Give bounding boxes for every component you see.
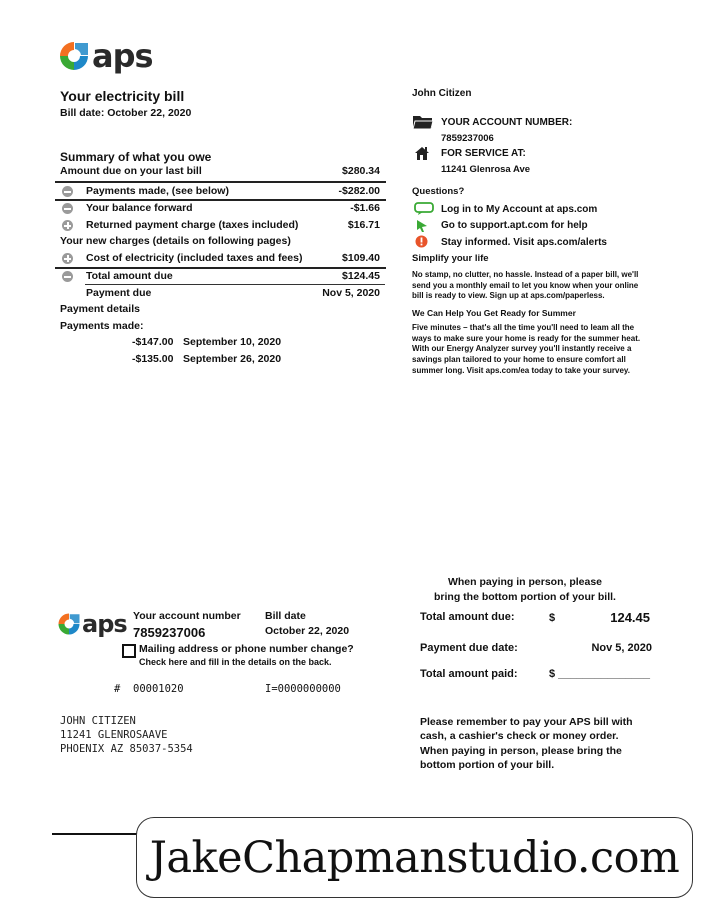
payment-details-heading: Payment details bbox=[60, 303, 140, 315]
mailing-change-instructions: Check here and fill in the details on the back. bbox=[139, 657, 332, 667]
mailing-name: JOHN CITIZEN bbox=[60, 715, 136, 727]
mailing-street: 11241 GLENROSAAVE bbox=[60, 729, 168, 741]
account-number-label: YOUR ACCOUNT NUMBER: bbox=[441, 117, 573, 128]
stub-paid-label: Total amount paid: bbox=[420, 668, 518, 680]
summary-amount: $16.71 bbox=[347, 219, 380, 231]
minus-circle-icon bbox=[62, 203, 73, 214]
mailing-address bbox=[60, 714, 193, 756]
reminder-line: Please remember to pay your APS bill with bbox=[420, 716, 633, 728]
stub-account-label: Your account number bbox=[133, 610, 241, 622]
stub-currency: $ bbox=[549, 612, 556, 624]
payment-date: September 26, 2020 bbox=[183, 353, 282, 365]
summer-line: Five minutes – that's all the time you'll need to leam all the bbox=[412, 323, 635, 332]
watermark-text: JakeChapmanstudio.com bbox=[149, 832, 680, 883]
stub-bill-date: October 22, 2020 bbox=[265, 625, 350, 637]
summary-label: Returned payment charge (taxes included) bbox=[86, 219, 299, 231]
customer-name: John Citizen bbox=[412, 88, 472, 99]
summary-heading: Summary of what you owe bbox=[60, 150, 212, 164]
summary-amount: Nov 5, 2020 bbox=[322, 287, 380, 299]
stub-due-date-label: Payment due date: bbox=[420, 642, 518, 654]
question-item: Log in to My Account at aps.com bbox=[441, 204, 598, 215]
mailing-city: PHOENIX AZ 85037-5354 bbox=[60, 743, 193, 755]
plus-circle-icon bbox=[62, 253, 73, 264]
cursor-icon bbox=[415, 219, 429, 233]
address-change-checkbox[interactable] bbox=[122, 644, 136, 658]
summary-row-balance-forward bbox=[60, 200, 382, 217]
simplify-heading: Simplify your life bbox=[412, 253, 489, 264]
summary-row-total bbox=[60, 268, 382, 285]
stub-total-label: Total amount due: bbox=[420, 611, 515, 623]
scan-code-1: 00001020 bbox=[133, 683, 184, 695]
aps-logo bbox=[58, 37, 153, 75]
bill-date: Bill date: October 22, 2020 bbox=[60, 107, 192, 119]
service-label: FOR SERVICE AT: bbox=[441, 148, 526, 159]
summer-line: savings plan tailored to your home to ensure comfort all bbox=[412, 355, 626, 365]
simplify-body bbox=[412, 270, 638, 302]
bill-title: Your electricity bill bbox=[60, 88, 185, 104]
payment-date: September 10, 2020 bbox=[183, 336, 282, 348]
stub-account-number: 7859237006 bbox=[133, 625, 206, 640]
reminder-line: cash, a cashier's check or money order. bbox=[420, 730, 619, 743]
aps-logo-text: aps bbox=[92, 37, 153, 75]
summary-amount: $280.34 bbox=[342, 165, 380, 177]
folder-icon bbox=[412, 114, 434, 130]
payment-amount: -$135.00 bbox=[132, 353, 174, 365]
summer-body bbox=[412, 323, 640, 377]
summary-amount: -$282.00 bbox=[338, 185, 380, 197]
chat-bubble-icon bbox=[414, 202, 434, 216]
payment-reminder bbox=[420, 715, 633, 772]
service-address: 11241 Glenrosa Ave bbox=[441, 164, 531, 175]
summary-label: Cost of electricity (included taxes and fees) bbox=[86, 252, 303, 264]
aps-logo-icon bbox=[57, 612, 81, 636]
watermark-box bbox=[136, 817, 693, 898]
summer-line: summer long. Visit aps.com/ea today to take your survey. bbox=[412, 365, 630, 375]
summary-amount: -$1.66 bbox=[350, 202, 380, 214]
summary-amount: $124.45 bbox=[342, 270, 380, 282]
simplify-line: send you a monthly email to let you know when your online bbox=[412, 280, 639, 290]
summer-line: ways to make sure your home is ready for the summer heat. bbox=[412, 333, 641, 343]
in-person-line: bring the bottom portion of your bill. bbox=[434, 591, 616, 603]
reminder-line: When paying in person, please bring the bbox=[420, 744, 622, 757]
summary-label: Payments made, (see below) bbox=[86, 185, 229, 197]
account-number: 7859237006 bbox=[441, 133, 494, 144]
payment-amount: -$147.00 bbox=[132, 336, 174, 348]
summary-row-payments bbox=[60, 183, 382, 200]
summary-row-returned-payment bbox=[60, 217, 382, 234]
scan-code-2: I=0000000000 bbox=[265, 683, 341, 695]
reminder-line: bottom portion of your bill. bbox=[420, 758, 555, 771]
stub-bill-date-label: Bill date bbox=[265, 610, 306, 622]
summary-label: Your new charges (details on following pages) bbox=[60, 235, 291, 247]
simplify-line: No stamp, no clutter, no hassle. Instead of a paper bill, we'll bbox=[412, 270, 639, 279]
summer-line: With our Energy Analyzer survey you'll instantly receive a bbox=[412, 344, 632, 354]
minus-circle-icon bbox=[62, 186, 73, 197]
in-person-note bbox=[420, 575, 630, 605]
question-item: Stay informed. Visit aps.com/alerts bbox=[441, 237, 607, 248]
aps-logo-icon bbox=[58, 40, 90, 72]
cut-line bbox=[52, 833, 138, 835]
summer-heading: We Can Help You Get Ready for Summer bbox=[412, 308, 576, 318]
summary-amount: $109.40 bbox=[342, 252, 380, 264]
payments-made-heading: Payments made: bbox=[60, 320, 144, 332]
hash-symbol: # bbox=[114, 683, 121, 695]
questions-heading: Questions? bbox=[412, 186, 465, 197]
aps-logo-stub bbox=[57, 612, 127, 636]
stub-paid-field[interactable]: $ _______________ bbox=[549, 668, 650, 680]
stub-total-value: 124.45 bbox=[610, 610, 650, 625]
minus-circle-icon bbox=[62, 271, 73, 282]
summary-label: Total amount due bbox=[86, 270, 173, 282]
summary-label: Your balance forward bbox=[86, 202, 193, 214]
summary-label: Amount due on your last bill bbox=[60, 165, 202, 177]
summary-label: Payment due bbox=[86, 287, 152, 299]
alert-icon bbox=[415, 235, 428, 248]
summary-row-last-bill bbox=[60, 163, 382, 180]
in-person-line: When paying in person, please bbox=[447, 576, 603, 588]
mailing-change-label: Mailing address or phone number change? bbox=[139, 643, 354, 655]
aps-logo-text: aps bbox=[82, 610, 127, 638]
house-icon bbox=[414, 145, 430, 161]
simplify-line: bill is ready to view. Sign up at aps.com/paperless. bbox=[412, 291, 605, 301]
summary-row-cost-electricity bbox=[60, 250, 382, 267]
summary-row-payment-due bbox=[60, 285, 382, 302]
stub-due-date: Nov 5, 2020 bbox=[591, 642, 652, 654]
summary-row-new-charges bbox=[60, 233, 382, 250]
question-item: Go to support.apt.com for help bbox=[441, 220, 588, 231]
plus-circle-icon bbox=[62, 220, 73, 231]
